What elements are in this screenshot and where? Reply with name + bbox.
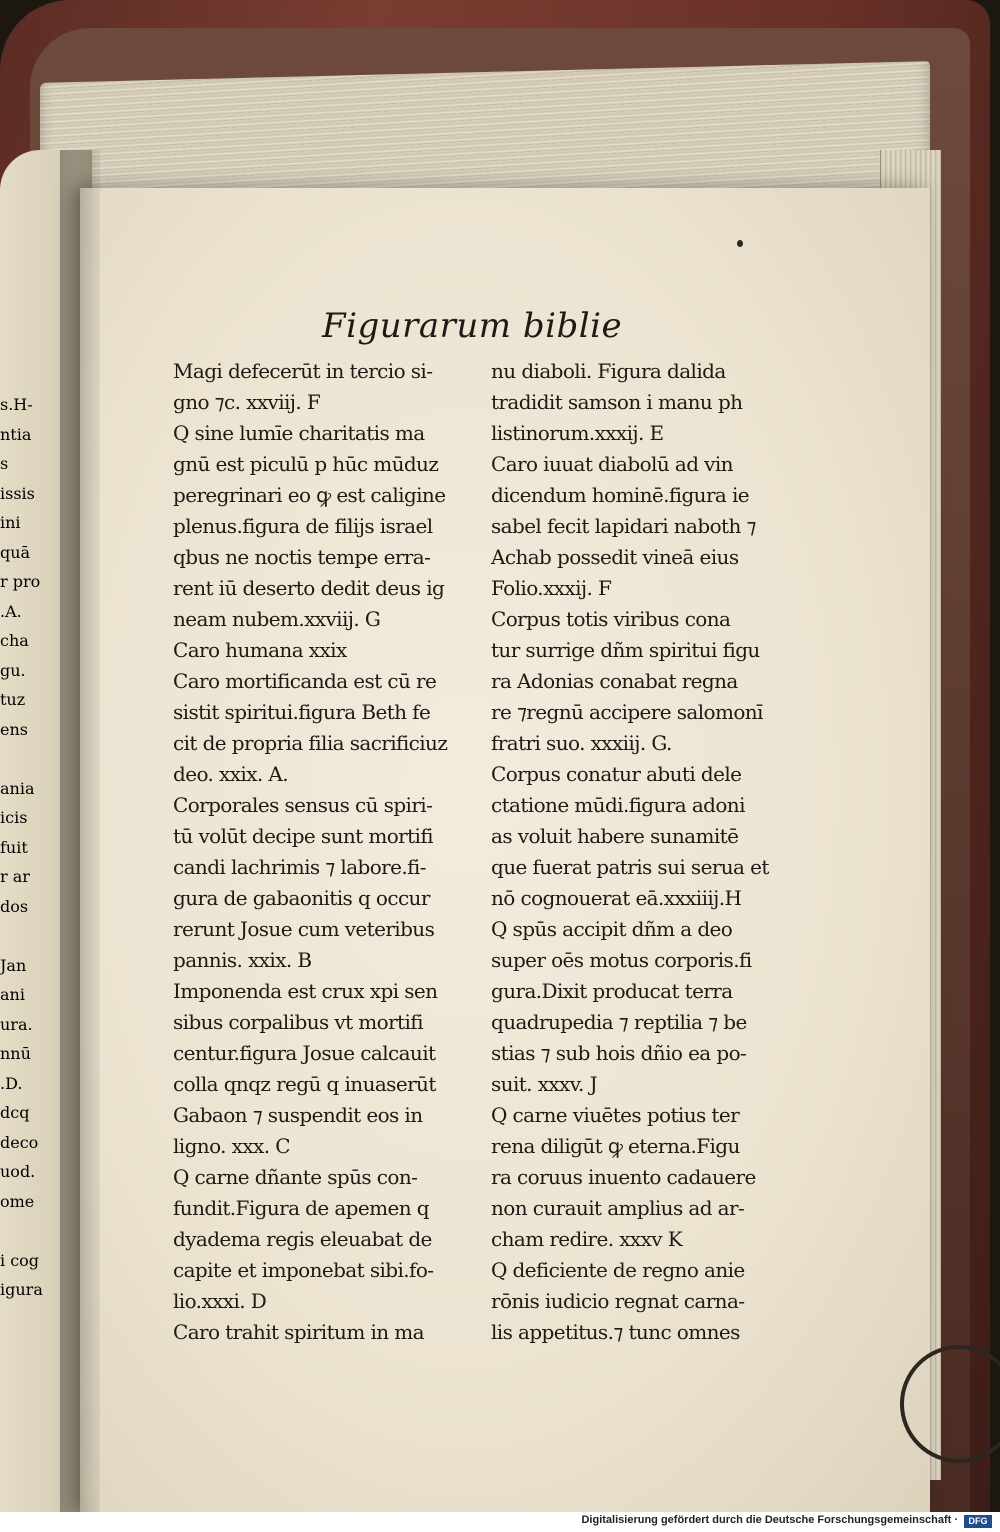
left-page-fragment: fuit xyxy=(0,837,28,857)
footer-credit: Digitalisierung gefördert durch die Deutsche Forschungsgemeinschaft · xyxy=(581,1514,958,1526)
text-line: pannis. xxix. B xyxy=(173,948,312,972)
text-line: Imponenda est crux xpi sen xyxy=(173,979,438,1003)
running-head: Figurarum biblie xyxy=(322,306,623,346)
left-page-fragment: Jan xyxy=(0,955,27,975)
text-line: cham redire. xxxv K xyxy=(491,1227,683,1251)
left-page-fragment: ens xyxy=(0,719,28,739)
text-line: Corporales sensus cū spiri- xyxy=(173,793,433,817)
text-line: tradidit samson i manu ph xyxy=(491,390,743,414)
text-line: as voluit habere sunamitē xyxy=(491,824,739,848)
text-line: stias ⁊ sub hois dñio ea po- xyxy=(491,1041,747,1065)
left-page-fragment: ura. xyxy=(0,1014,33,1034)
text-line: Q sine lumīe charitatis ma xyxy=(173,421,425,445)
left-page-fragment: s.H- xyxy=(0,395,33,414)
left-page-fragment: tuz xyxy=(0,690,26,709)
text-line: Achab possedit vineā eius xyxy=(491,545,739,569)
ink-dot xyxy=(737,240,743,247)
text-line: centur.figura Josue calcauit xyxy=(173,1041,436,1065)
text-line: gnū est piculū p hūc mūduz xyxy=(173,452,439,476)
text-column-left xyxy=(173,356,491,1348)
text-line: plenus.figura de filijs israel xyxy=(173,514,433,538)
text-line: nu diaboli. Figura dalida xyxy=(491,359,726,383)
left-page-fragment: s xyxy=(0,454,9,473)
left-page-fragment: deco xyxy=(0,1132,39,1152)
text-line: sibus corpalibus vt mortifi xyxy=(173,1010,423,1034)
text-line: Magi defecerūt in tercio si- xyxy=(173,359,433,383)
text-line: Caro humana xxix xyxy=(173,638,347,662)
left-page-fragment: ani xyxy=(0,985,25,1004)
text-line: dicendum hominē.figura ie xyxy=(491,483,750,507)
left-page-fragment: cha xyxy=(0,631,29,650)
left-page-fragment: icis xyxy=(0,808,28,827)
text-line: neam nubem.xxviij. G xyxy=(173,607,381,631)
text-line: non curauit amplius ad ar- xyxy=(491,1196,745,1220)
text-line: sabel fecit lapidari naboth ⁊ xyxy=(491,514,756,538)
text-line: Gabaon ⁊ suspendit eos in xyxy=(173,1103,423,1127)
text-line: Q carne viuētes potius ter xyxy=(491,1103,740,1127)
text-line: Q carne dñante spūs con- xyxy=(173,1165,418,1189)
left-page-fragment: ntia xyxy=(0,424,32,444)
text-line: Corpus totis viribus cona xyxy=(491,607,731,631)
text-line: ra coruus inuento cadauere xyxy=(491,1165,756,1189)
dfg-logo: DFG xyxy=(964,1515,992,1528)
text-line: rent iū deserto dedit deus ig xyxy=(173,576,445,600)
text-line: peregrinari eo ꝙ est caligine xyxy=(173,483,446,507)
text-line: lio.xxxi. D xyxy=(173,1289,267,1313)
text-line: candi lachrimis ⁊ labore.fi- xyxy=(173,855,426,879)
text-line: que fuerat patris sui serua et xyxy=(491,855,769,879)
text-line: Caro mortificanda est cū re xyxy=(173,669,437,693)
footer-bar xyxy=(0,1512,1000,1532)
left-page-fragment: .A. xyxy=(0,601,22,621)
left-page-fragment: gu. xyxy=(0,660,26,680)
text-line: Corpus conatur abuti dele xyxy=(491,762,742,786)
left-page-fragment: i cog xyxy=(0,1250,40,1270)
text-line: fundit.Figura de apemen q xyxy=(173,1196,429,1220)
text-line: sistit spiritui.figura Beth fe xyxy=(173,700,431,724)
left-page-fragment: igura xyxy=(0,1280,43,1299)
text-line: suit. xxxv. J xyxy=(491,1072,597,1096)
left-page-fragment: dcq xyxy=(0,1103,30,1122)
text-line: rerunt Josue cum veteribus xyxy=(173,917,435,941)
text-line: Q deficiente de regno anie xyxy=(491,1258,745,1282)
text-line: Folio.xxxij. F xyxy=(491,576,612,600)
left-page-fragment: r ar xyxy=(0,867,30,886)
left-page-fragment: ome xyxy=(0,1191,35,1211)
text-line: Caro trahit spiritum in ma xyxy=(173,1320,424,1344)
text-line: gura de gabaonitis q occur xyxy=(173,886,430,910)
text-line: Q spūs accipit dñm a deo xyxy=(491,917,733,941)
spine-shadow xyxy=(60,150,100,1512)
text-line: re ⁊regnū accipere salomonī xyxy=(491,700,763,724)
text-line: dyadema regis eleuabat de xyxy=(173,1227,432,1251)
text-line: ra Adonias conabat regna xyxy=(491,669,738,693)
text-line: tū volūt decipe sunt mortifi xyxy=(173,824,433,848)
text-line: gura.Dixit producat terra xyxy=(491,979,733,1003)
text-line: rōnis iudicio regnat carna- xyxy=(491,1289,745,1313)
text-line: rena diligūt ꝙ eterna.Figu xyxy=(491,1134,740,1158)
text-line: colla qnqz regū q inuaserūt xyxy=(173,1072,436,1096)
text-line: lis appetitus.⁊ tunc omnes xyxy=(491,1320,740,1344)
left-page-fragment: ini xyxy=(0,513,21,532)
text-line: ctatione mūdi.figura adoni xyxy=(491,793,745,817)
left-page-fragment: nnū xyxy=(0,1044,31,1063)
text-line: quadrupedia ⁊ reptilia ⁊ be xyxy=(491,1010,747,1034)
text-line: deo. xxix. A. xyxy=(173,762,288,786)
left-page-fragment: quā xyxy=(0,542,31,562)
left-page-fragment: uod. xyxy=(0,1162,36,1181)
text-line: fratri suo. xxxiij. G. xyxy=(491,731,672,755)
left-page-fragment: issis xyxy=(0,483,35,503)
text-line: tur surrige dñm spiritui figu xyxy=(491,638,760,662)
text-line: cit de propria filia sacrificiuz xyxy=(173,731,448,755)
left-page-fragment: .D. xyxy=(0,1073,23,1093)
text-line: super oēs motus corporis.fi xyxy=(491,948,752,972)
left-page-fragment: dos xyxy=(0,896,29,916)
text-line: nō cognouerat eā.xxxiiij.H xyxy=(491,886,742,910)
text-line: Caro iuuat diabolū ad vin xyxy=(491,452,733,476)
text-line: listinorum.xxxij. E xyxy=(491,421,664,445)
left-page-fragment: r pro xyxy=(0,572,41,591)
text-line: gno ⁊c. xxviij. F xyxy=(173,390,321,414)
text-line: capite et imponebat sibi.fo- xyxy=(173,1258,434,1282)
text-line: ligno. xxx. C xyxy=(173,1134,290,1158)
text-column-right xyxy=(491,356,809,1348)
left-page-fragment: ania xyxy=(0,778,35,798)
text-line: qbus ne noctis tempe erra- xyxy=(173,545,431,569)
